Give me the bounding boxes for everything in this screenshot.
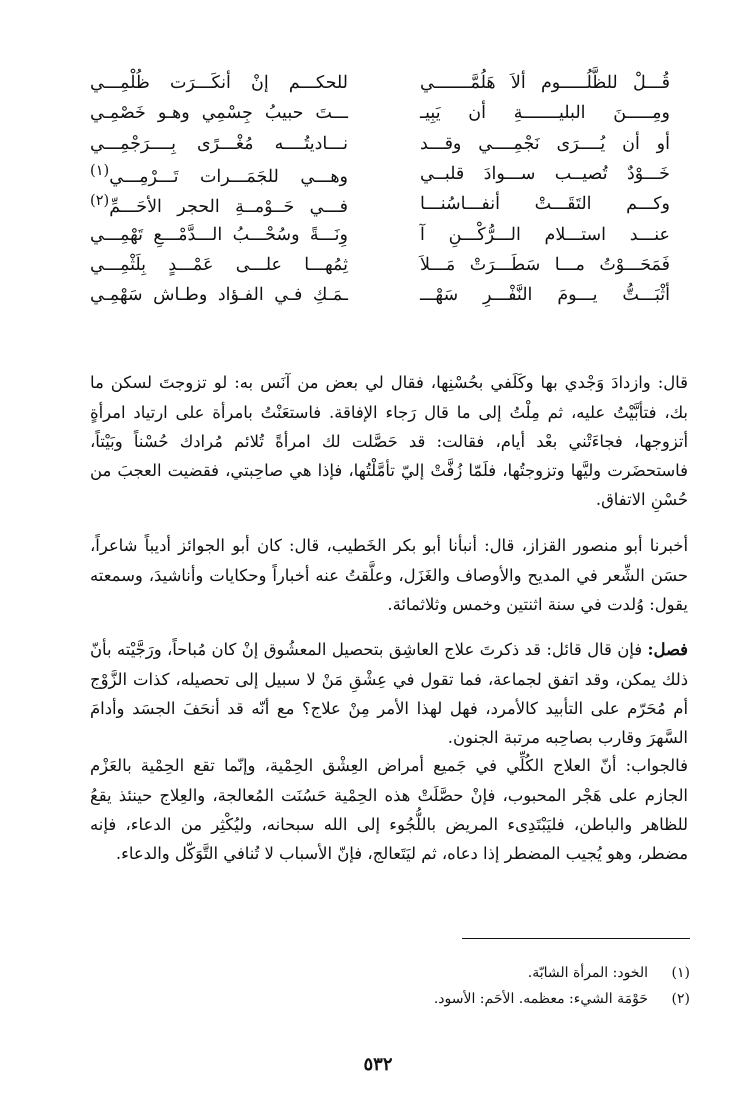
footnotes <box>90 960 690 1012</box>
footnote-number: (٢) <box>671 991 690 1007</box>
verse-second-hemistich: ثِمُهـــا علـــى عَمْـــدٍ بِلَثْمِـــي <box>90 254 348 275</box>
body-paragraph: قال: وازدادَ وَجْدي بها وكَلَفي بحُسْنِها، فقال لي بعض من آنَس به: لو تزوجتَ لسكن ما بك، فتأبَّيْتُ عليه، ثم مِلْتُ إلى ما قال رَجاء الإفاقة. فاستعَنْتُ بامرأة على ارتياد امرأةٍ أتزوجها، فجاءَتْني بعْد أيام، فقالت: قد حَصَّلت لك امرأةً تُلائم مُرادك حُسْناً وبَيْتاً، فاستحضَرت وليَّها وتزوجتُها، فلَمّا زُفَّتْ إليّ تأمَّلْتُها، فإذا هي صاحِبتي، فقضيت العجبَ من حُسْنِ الاتفاق. <box>90 373 688 510</box>
footnote-marker: (١) <box>90 161 110 179</box>
verse-second-hemistich: ـمَـكِ فـي الفـؤاد وطـاش سَهْمِـي <box>90 285 348 306</box>
poem-verse <box>90 159 670 189</box>
verse-first-hemistich: ومِـــــنَ البليـــــــةِ أن يَبِيـ <box>420 103 670 124</box>
verse-first-hemistich: فَمَحَـــوْتُ مـــا سَطَـــرَتْ مَـــلاَ <box>420 254 670 275</box>
section-lead-word: فصل: <box>647 640 688 660</box>
hemistich-text: وهـــي للجَمَـــرات تَـــرْمِـــي <box>109 166 348 187</box>
poem-verse <box>90 219 670 249</box>
verse-second-hemistich: وِنَـــةً وسُحْـــبُ الـــدَّمْـــعِ تَهْمِـــي <box>90 224 348 245</box>
poem-verse <box>90 280 670 310</box>
verse-second-hemistich: للحكـــم إنْ أنكَـــرَت ظُلْمِـــي <box>90 73 348 94</box>
verse-second-hemistich: ـــتَ حبيبُ جِسْمِي وهـو خَصْمِـي <box>90 103 348 124</box>
verse-first-hemistich: أو أن يُــــرَى نَجْمِــــي وقـــد <box>420 133 670 154</box>
footnote <box>90 960 690 986</box>
poem-verse <box>90 68 670 98</box>
verse-second-hemistich <box>90 162 348 187</box>
poem-block <box>90 68 670 310</box>
footnote-marker: (٢) <box>90 191 110 209</box>
body-paragraph: أخبرنا أبو منصور القزاز، قال: أنبأنا أبو بكر الخَطيب، قال: كان أبو الجوائز أديباً شاعراً، حسَن الشِّعر في المديح والأوصاف والغَزَل، وعلَّقتُ عنه أخباراً وحكايات وأناشيدَ، وسمعته يقول: وُلدت في سنة اثنتين وخمس وثلاثمائة. <box>90 536 688 614</box>
verse-first-hemistich: عنـــد استـــلام الـــرُّكْـــنِ آ <box>420 224 670 245</box>
verse-second-hemistich: نـــاديتُــــه مُغْـــرًى بِــــرَجْمِـــي <box>90 133 348 154</box>
footnote-text: حَوْمَة الشيء: معظمه. الأحَم: الأسود. <box>433 991 648 1007</box>
page-number: ٥٣٢ <box>363 1054 393 1075</box>
poem-verse <box>90 98 670 128</box>
poem-verse <box>90 129 670 159</box>
poem-verse <box>90 250 670 280</box>
hemistich-text: فـــي حَــوْمــةِ الحجر الأحَـــمِّ <box>109 196 348 217</box>
verse-first-hemistich: أثْبَـــتُّ يـــومَ النَّفْـــرِ سَهْـــ <box>420 285 670 306</box>
body-paragraph: فالجواب: أنّ العلاج الكُلِّي في جَميع أمراض العِشْق الحِمْية، وإنّما تقع الحِمْية بالعَزْم الجازم على هَجْر المحبوب، فإنْ حصَّلَتْ هذه الحِمْية حَسُنَت المُعالجة، والعِلاج حينئذ يقعُ للظاهر والباطن، فليَبْتَدِىء المريض باللُّجُوء إلى الله سبحانه، وليُكْثِر من الدعاء، فإنه مضطر، وهو يُجيب المضطر إذا دعاه، ثم ليَتَعالج، فإنّ الأسباب لا تُنافي التَّوَكّل والدعاء. <box>90 756 688 863</box>
body-paragraph <box>90 635 688 752</box>
footnote-divider <box>462 938 690 939</box>
verse-first-hemistich: وكـــم التَقَـــتْ أنفـــاسُنـــا <box>420 194 670 215</box>
verse-first-hemistich: قُـــلْ للظَّلُـــــوم ألاَ هَلُمَّـــــــي <box>420 73 670 94</box>
poem-verse <box>90 189 670 219</box>
paragraph-text: فإن قال قائل: قد ذكرتَ علاج العاشِق بتحصيل المعشُوق إنْ كان مُباحاً، ورَجَّيْته بأنّ ذلك يمكن، وقد اتفق لجماعة، فما تقول في عِشْقِ مَنْ لا سبيل إلى تحصيله، كذات الزَّوْج أم مُحَرّم على التأبيد كالأمرد، فهل لهذا الأمر مِنْ علاج؟ مع أنّه قد أنحَفَ الجسَد وأدامَ السَّهرَ وقارب بصاحِبه مرتبة الجنون. <box>90 640 688 747</box>
footnote <box>90 986 690 1012</box>
verse-second-hemistich <box>90 192 348 217</box>
footnote-number: (١) <box>671 965 690 981</box>
verse-first-hemistich: خَـــوْدٌ تُصيــب ســـوادَ قلبــي <box>420 164 670 185</box>
footnote-text: الخود: المرأة الشابّة. <box>527 965 648 981</box>
